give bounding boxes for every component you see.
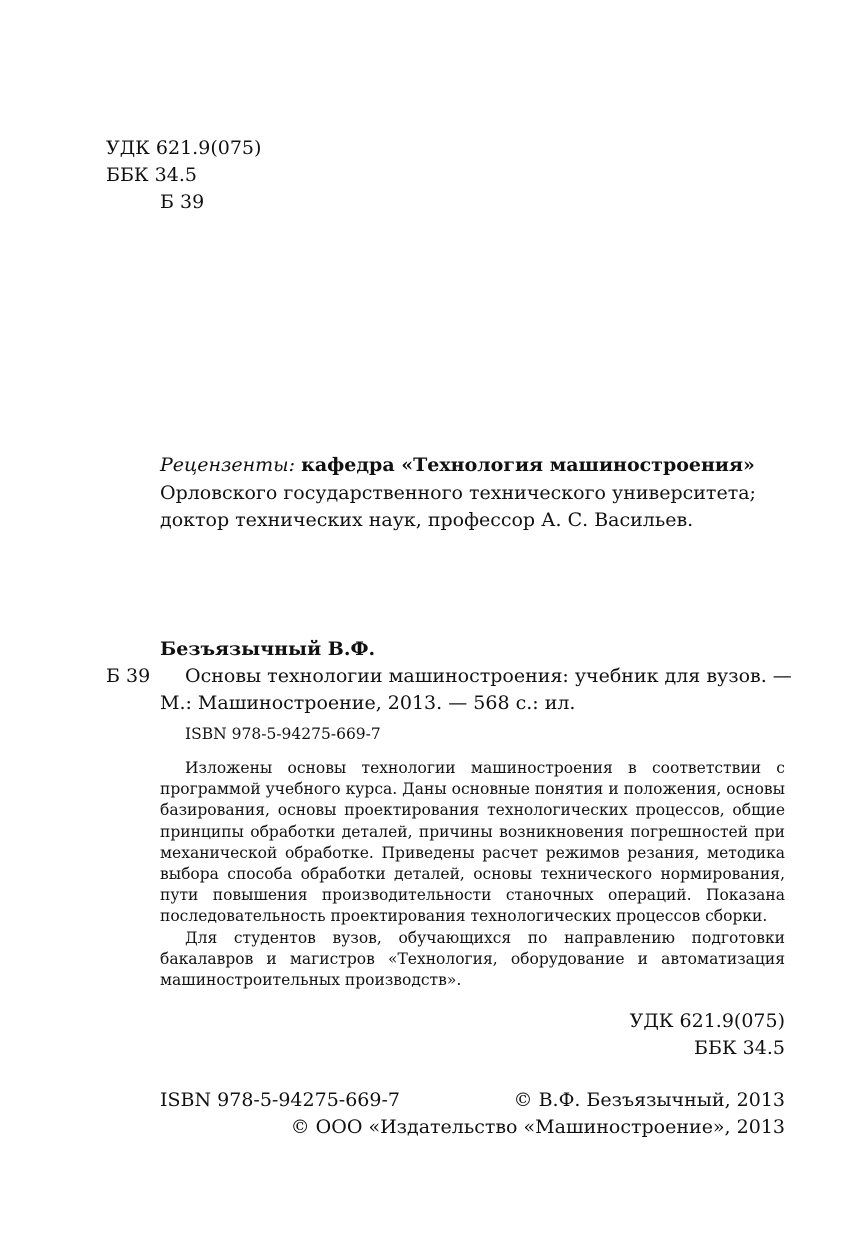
- annotation-paragraph-1: Изложены основы технологии машиностроения в соответствии с программой учебного курса. Даны основные понятия и положения, основы базирования, основы проектирования технологических процессов, общие принципы обработки деталей, причины возникновения погрешностей при механической обработке. Приведены расчет режимов резания, методика выбора способа обработки деталей, основы технического нормирования, пути повышения производительности станочных операций. Показана последовательность проектирования технологических процессов сборки.: [160, 759, 785, 926]
- udk-code-bottom: УДК 621.9(075): [629, 1010, 785, 1032]
- bbk-code-top: ББК 34.5: [106, 164, 197, 186]
- annotation-paragraph-2: Для студентов вузов, обучающихся по направлению подготовки бакалавров и магистров «Технология, оборудование и автоматизация машиностроительных производств».: [160, 928, 785, 990]
- reviewers-org: кафедра «Технология машиностроения»: [301, 454, 755, 476]
- bib-title-line-2: М.: Машиностроение, 2013. — 568 с.: ил.: [160, 692, 576, 714]
- reviewers-label: Рецензенты:: [160, 454, 296, 476]
- annotation: [160, 758, 785, 991]
- bbk-code-bottom: ББК 34.5: [694, 1037, 785, 1059]
- reviewers-line-2: Орловского государственного технического университета;: [160, 482, 756, 504]
- bib-mark: Б 39: [106, 665, 151, 687]
- bib-author: Безъязычный В.Ф.: [160, 638, 376, 660]
- reviewers-line-1: [160, 452, 755, 478]
- copyright-publisher: © ООО «Издательство «Машиностроение», 2013: [290, 1116, 785, 1138]
- udk-code-top: УДК 621.9(075): [106, 137, 262, 159]
- author-mark-top: Б 39: [160, 191, 205, 213]
- copyright-author: © В.Ф. Безъязычный, 2013: [513, 1089, 785, 1111]
- bib-isbn: ISBN 978-5-94275-669-7: [185, 725, 381, 743]
- bib-title-line-1: Основы технологии машиностроения: учебник для вузов. —: [185, 665, 792, 687]
- reviewers-line-3: доктор технических наук, профессор А. С. Васильев.: [160, 509, 694, 531]
- footer-isbn: ISBN 978-5-94275-669-7: [160, 1089, 400, 1111]
